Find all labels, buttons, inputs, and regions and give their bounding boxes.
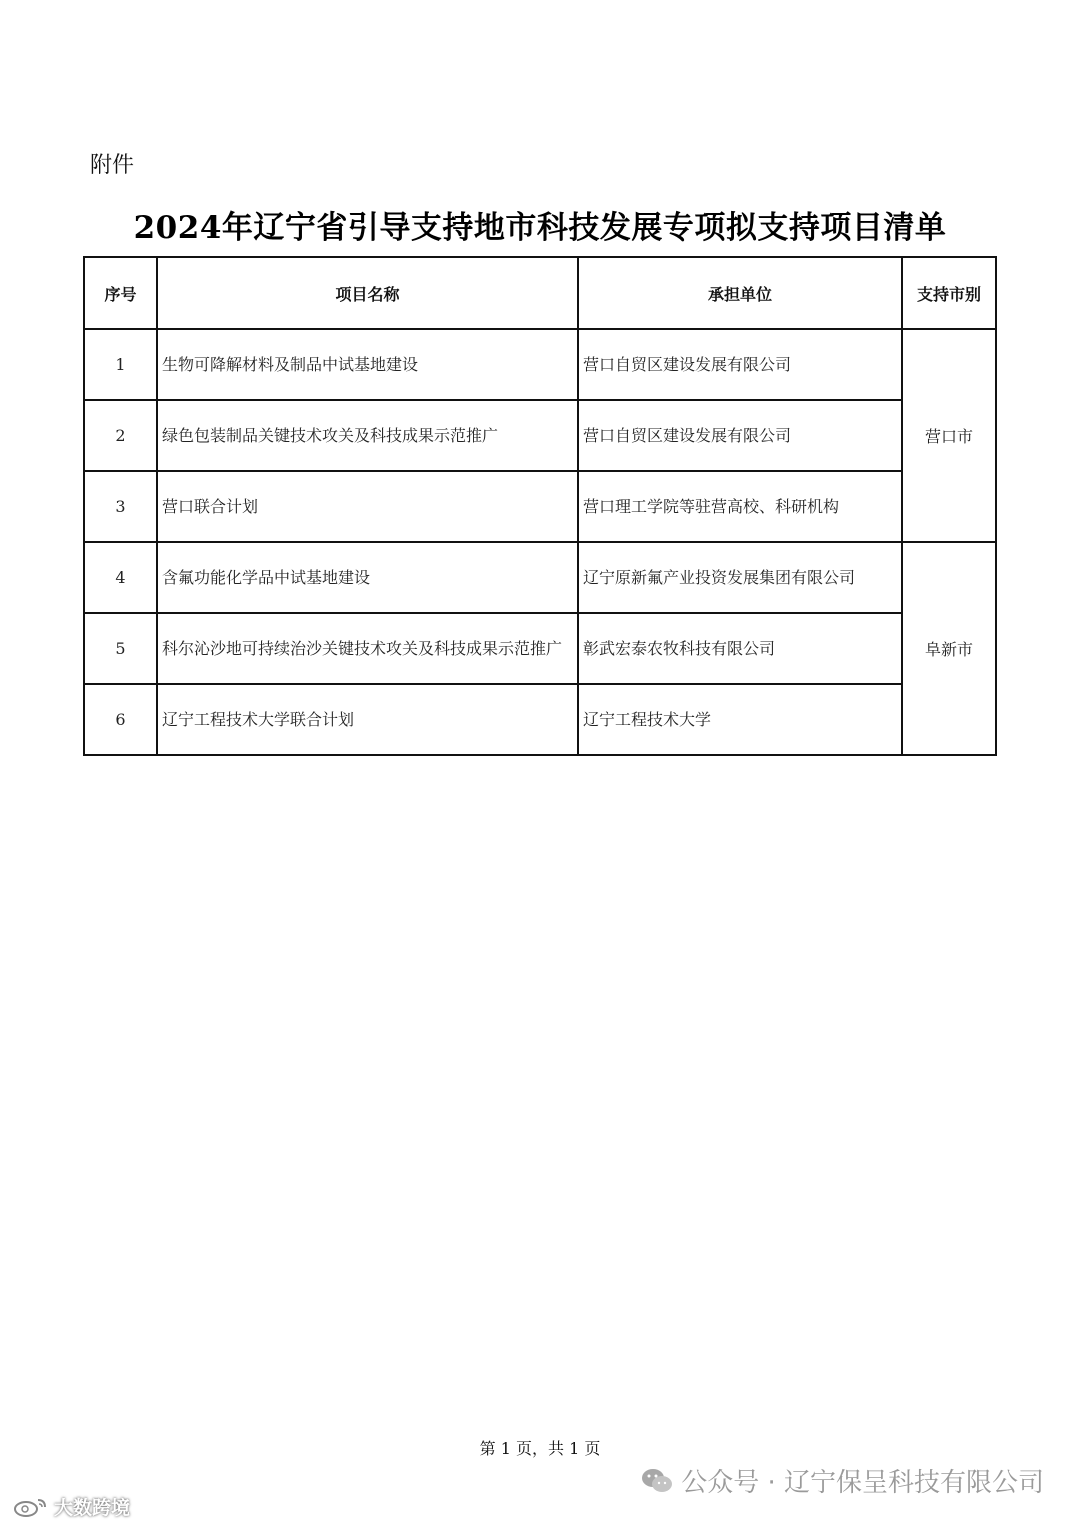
row-unit: 营口自贸区建设发展有限公司: [578, 329, 902, 400]
document-title: 2024年辽宁省引导支持地市科技发展专项拟支持项目清单: [133, 210, 947, 246]
weibo-logo-icon: [12, 1496, 50, 1518]
page-number: 第 1 页，共 1 页: [479, 1439, 601, 1458]
wechat-icon: [641, 1467, 673, 1495]
row-project: 含氟功能化学品中试基地建设: [157, 542, 578, 613]
header-serial: 序号: [84, 257, 157, 329]
row-number: 5: [84, 613, 157, 684]
table-header-row: [84, 257, 996, 329]
table-row: [84, 542, 996, 613]
row-number: 1: [84, 329, 157, 400]
row-project: 绿色包装制品关键技术攻关及科技成果示范推广: [157, 400, 578, 471]
row-unit: 辽宁工程技术大学: [578, 684, 902, 755]
watermark-left-text: 大数跨境: [54, 1497, 131, 1519]
header-city: 支持市别: [902, 257, 996, 329]
row-project: 生物可降解材料及制品中试基地建设: [157, 329, 578, 400]
header-unit: 承担单位: [578, 257, 902, 329]
watermark-right: [641, 1462, 1044, 1499]
project-table: [83, 256, 997, 756]
table-row: [84, 471, 996, 542]
row-unit: 营口理工学院等驻营高校、科研机构: [578, 471, 902, 542]
row-unit: 彰武宏泰农牧科技有限公司: [578, 613, 902, 684]
watermark-right-text: 公众号 · 辽宁保呈科技有限公司: [681, 1468, 1044, 1498]
row-number: 4: [84, 542, 157, 613]
row-number: 3: [84, 471, 157, 542]
row-project: 营口联合计划: [157, 471, 578, 542]
table-row: [84, 400, 996, 471]
row-project: 科尔沁沙地可持续治沙关键技术攻关及科技成果示范推广: [157, 613, 578, 684]
table-row: [84, 684, 996, 755]
header-project-name: 项目名称: [157, 257, 578, 329]
row-number: 6: [84, 684, 157, 755]
row-project: 辽宁工程技术大学联合计划: [157, 684, 578, 755]
table-row: [84, 613, 996, 684]
table-row: [84, 329, 996, 400]
attachment-label: 附件: [90, 153, 135, 178]
row-city: 营口市: [902, 329, 996, 542]
row-unit: 营口自贸区建设发展有限公司: [578, 400, 902, 471]
watermark-left: [12, 1493, 130, 1520]
row-number: 2: [84, 400, 157, 471]
row-city: 阜新市: [902, 542, 996, 755]
row-unit: 辽宁原新氟产业投资发展集团有限公司: [578, 542, 902, 613]
